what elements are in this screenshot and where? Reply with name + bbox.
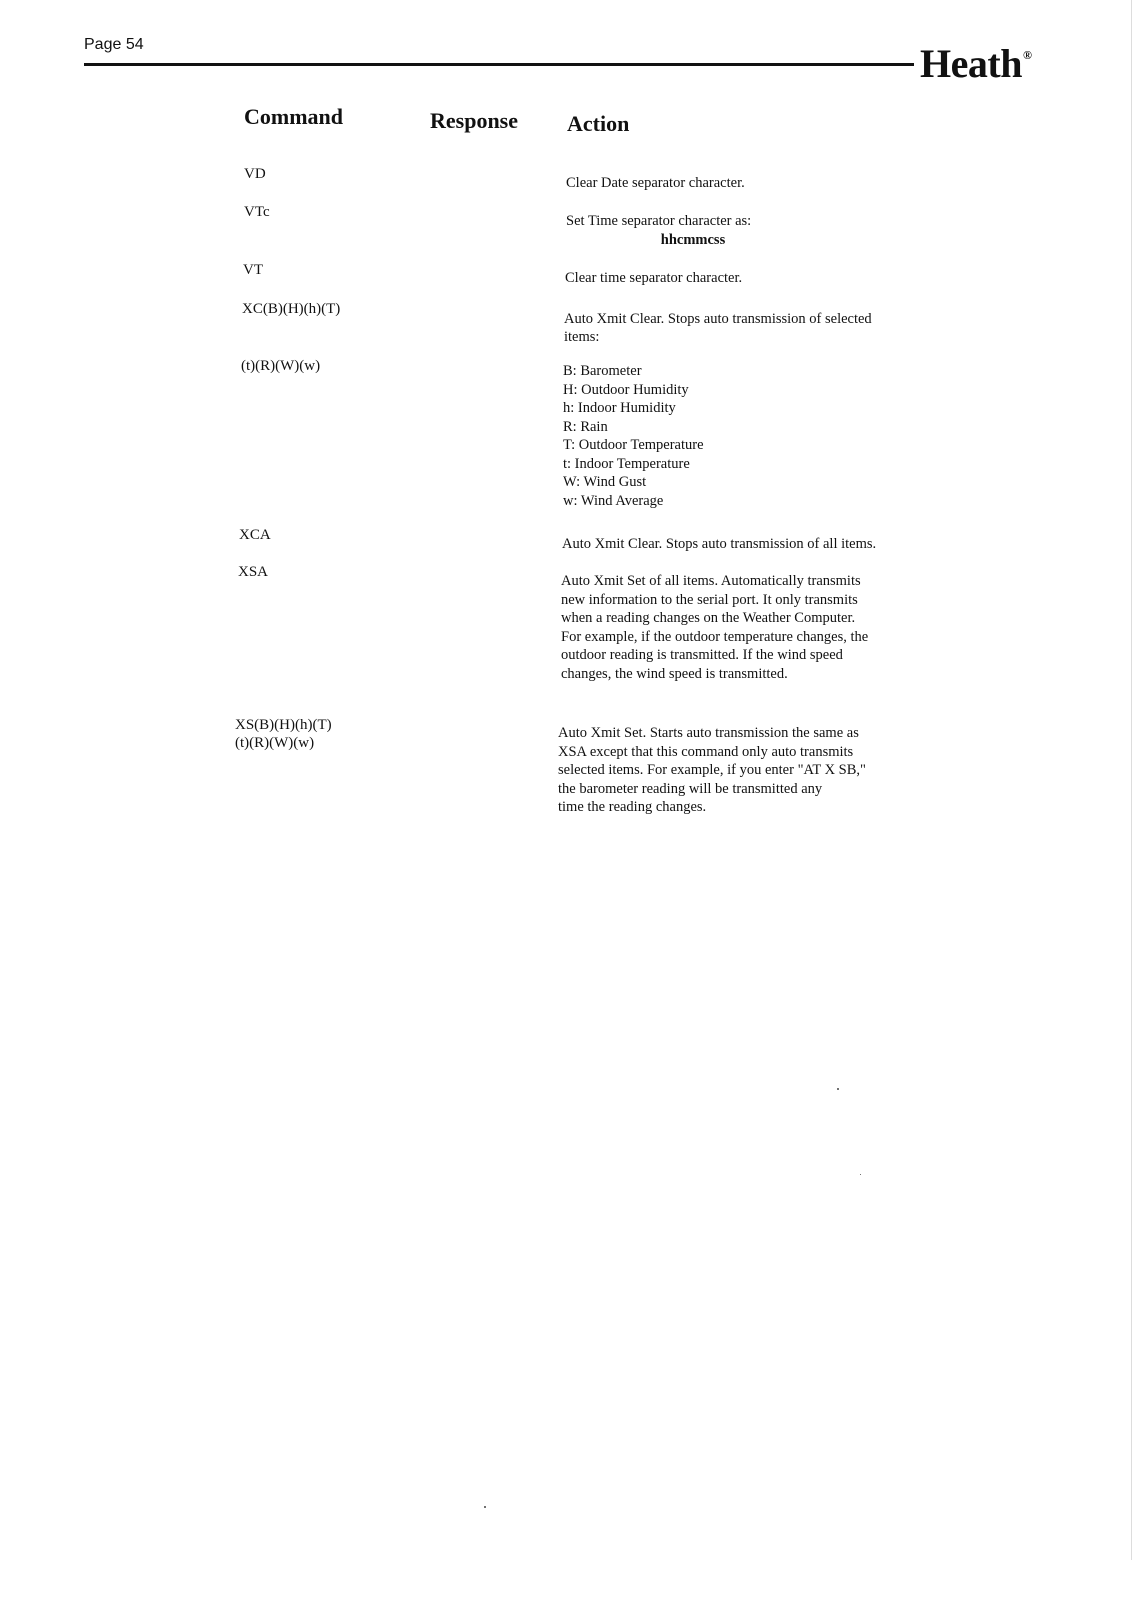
scan-speck: [484, 1506, 486, 1508]
item-list: [563, 362, 893, 510]
command-vt: VT: [243, 262, 263, 278]
action-xsa-line: For example, if the outdoor temperature changes, the: [561, 628, 869, 645]
action-xs-line: Auto Xmit Set. Starts auto transmission the same as: [558, 725, 859, 741]
action-vd: Clear Date separator character.: [566, 175, 745, 191]
action-xsa-line: outdoor reading is transmitted. If the wind speed: [561, 647, 843, 663]
list-item: w: Wind Average: [563, 492, 664, 509]
command-vtc: VTc: [244, 204, 270, 220]
list-item: B: Barometer: [563, 363, 642, 379]
command-xca: XCA: [239, 527, 271, 543]
command-xs-line1: XS(B)(H)(h)(T): [235, 717, 332, 733]
registered-mark: ®: [1022, 48, 1032, 62]
brand-name: Heath: [920, 41, 1022, 86]
header-rule: [84, 63, 914, 66]
column-heading-response: Response: [430, 108, 519, 133]
action-xca: Auto Xmit Clear. Stops auto transmission of all items.: [562, 536, 877, 552]
action-xsa-line: new information to the serial port. It only transmits: [561, 591, 858, 608]
page-number: Page 54: [84, 36, 144, 53]
command-vd: VD: [244, 166, 266, 182]
action-vt: Clear time separator character.: [565, 270, 743, 286]
command-xsa: XSA: [238, 564, 269, 580]
list-item: H: Outdoor Humidity: [563, 381, 689, 398]
action-xs-line: time the reading changes.: [558, 799, 707, 815]
scan-speck: [860, 1174, 861, 1175]
column-heading-action: Action: [567, 111, 630, 136]
action-xs-line: selected items. For example, if you enter "AT X SB,": [558, 762, 866, 778]
command-xc-line1: XC(B)(H)(h)(T): [242, 301, 341, 317]
brand-logo: [920, 40, 1031, 87]
list-item: R: Rain: [563, 418, 608, 435]
action-xc-line2: items:: [564, 329, 600, 345]
action-xsa-line: Auto Xmit Set of all items. Automatically transmits: [561, 573, 861, 589]
action-vtc: Set Time separator character as:: [566, 213, 752, 229]
scan-speck: [837, 1088, 839, 1090]
command-xc-line2: (t)(R)(W)(w): [241, 358, 321, 374]
action-xsa-line: changes, the wind speed is transmitted.: [561, 665, 788, 682]
action-xs-line: XSA except that this command only auto transmits: [558, 743, 854, 760]
list-item: T: Outdoor Temperature: [563, 437, 704, 453]
command-xs-line2: (t)(R)(W)(w): [235, 735, 315, 751]
action-xsa: [561, 572, 891, 683]
page-edge: [1131, 0, 1132, 1560]
action-xs-line: the barometer reading will be transmitted any: [558, 780, 823, 797]
column-heading-command: Command: [244, 104, 344, 129]
action-xc-line1: Auto Xmit Clear. Stops auto transmission of selected: [564, 311, 872, 327]
list-item: h: Indoor Humidity: [563, 400, 676, 416]
list-item: W: Wind Gust: [563, 474, 647, 490]
list-item: t: Indoor Temperature: [563, 455, 690, 472]
action-xsa-line: when a reading changes on the Weather Computer.: [561, 610, 856, 626]
action-xs: [558, 724, 888, 817]
time-format: hhcmmcss: [660, 232, 726, 248]
